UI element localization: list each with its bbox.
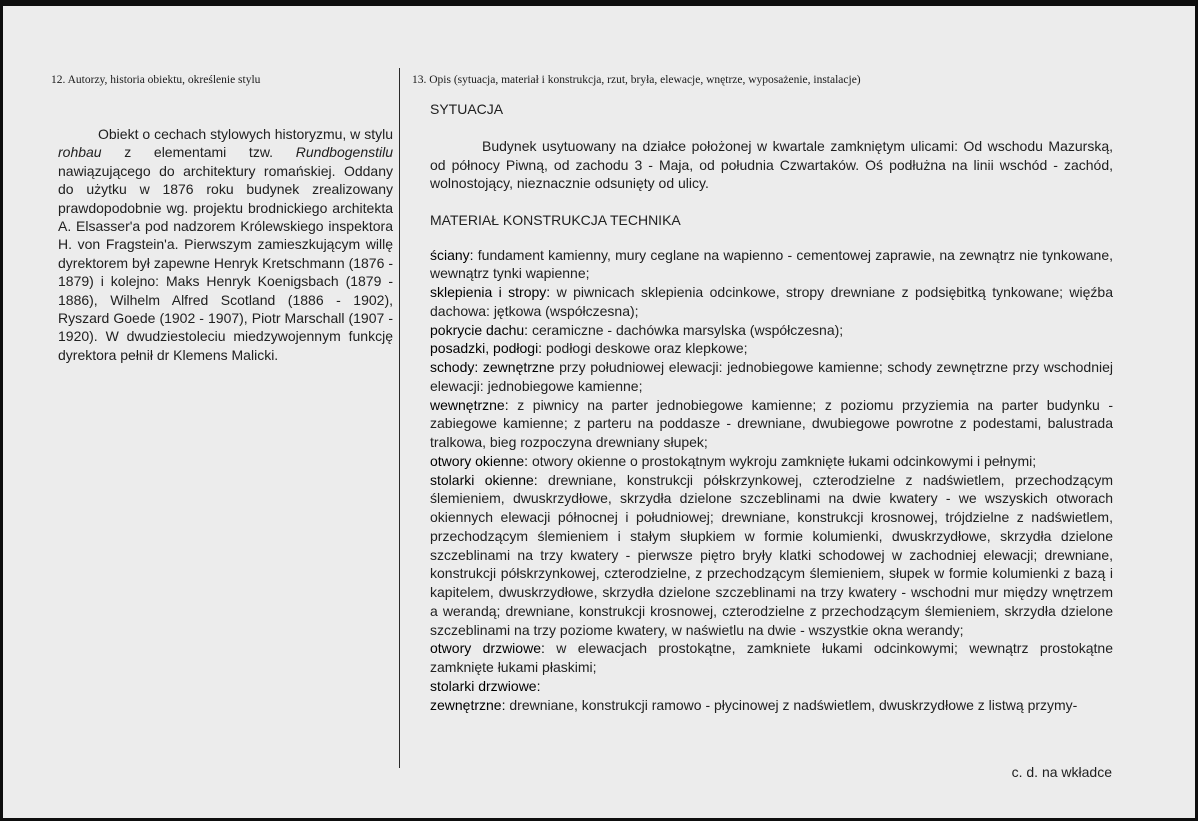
entry-term: otwory drzwiowe: bbox=[430, 640, 545, 657]
field-12-title: 12. Autorzy, historia obiektu, określenie stylu bbox=[51, 74, 261, 86]
section-heading-material: MATERIAŁ KONSTRUKCJA TECHNIKA bbox=[430, 211, 681, 228]
entry-text: w elewacjach prostokątne, zamkniete łukami odcinkowymi; wewnątrz prostokątne zamknięte łukami płaskimi; bbox=[430, 640, 1113, 675]
entry-text: w piwnicach sklepienia odcinkowe, stropy drewniane z podsiębitką tynkowane; więźba dachowa: jętkowa (współczesna); bbox=[430, 284, 1113, 319]
entry-text: z piwnicy na parter jednobiegowe kamienne; z poziomu przyziemia na parter budynku - zabiegowe kamienne; z parteru na poddasze - drewniane, dwubiegowe powrotne z podestami, balustrada tralkowa, bieg rozpoczyna drewniany słupek; bbox=[430, 396, 1113, 450]
section-heading-sytuacja: SYTUACJA bbox=[430, 101, 504, 117]
material-entry bbox=[430, 283, 1113, 321]
entry-term: zewnętrzne: bbox=[430, 696, 506, 713]
material-entry bbox=[430, 339, 1113, 358]
entry-text: otwory okienne o prostokątnym wykroju zamknięte łukami odcinkowymi i pełnymi; bbox=[528, 452, 1037, 469]
description-column bbox=[430, 100, 1113, 714]
history-text: Obiekt o cechach stylowych historyzmu, w stylu rohbau z elementami tzw. Rundbogenstilu nawiązującego do architektury romańskiej. Oddany do użytku w 1876 roku budynek zrealizowany prawdopodobnie wg. projektu brodnickiego architekta A. Elsasser'a pod nadzorem Królewskiego inspektora H. von Fragstein'a. Pierwszym zamieszkującym willę dyrektorem był zapewne Henryk Kretschmann (1876 - 1879) i kolejno: Maks Henryk Koenigsbach (1879 - 1886), Wilhelm Alfred Scotland (1886 - 1902), Ryszard Goede (1902 - 1907), Piotr Marschall (1907 - 1920). W dwudziestoleciu miedzywojennym funkcję dyrektora pełnił dr Klemens Malicki. bbox=[58, 126, 393, 363]
entry-text: drewniane, konstrukcji ramowo - płycinowej z nadświetlem, dwuskrzydłowe z listwą przymy- bbox=[505, 696, 1078, 713]
entry-text: podłogi deskowe oraz klepkowe; bbox=[542, 340, 748, 357]
entry-term: sklepienia i stropy: bbox=[430, 284, 551, 300]
entry-term: otwory okienne: bbox=[430, 452, 529, 469]
entry-term: posadzki, podłogi: bbox=[430, 340, 543, 357]
style-term-rohbau: rohbau bbox=[58, 144, 102, 161]
style-term-rundbogenstil: Rundbogenstilu bbox=[295, 144, 393, 161]
entry-text: fundament kamienny, mury ceglane na wapienno - cementowej zaprawie, na zewnątrz nie tynkowane, wewnątrz tynki wapienne; bbox=[430, 246, 1113, 282]
material-entry bbox=[430, 452, 1113, 471]
material-entry bbox=[430, 321, 1113, 340]
entry-term: schody: zewnętrzne bbox=[430, 359, 555, 375]
entry-term: ściany: bbox=[430, 246, 474, 263]
entry-term: stolarki okienne: bbox=[430, 471, 538, 488]
material-entry bbox=[430, 471, 1113, 640]
material-entry bbox=[430, 396, 1113, 452]
entry-text: drewniane, konstrukcji półskrzynkowej, czterodzielne z nadświetlem, przechodzącym ślemieniem, dwuskrzydłowe, skrzydła dzielone szczeblinami na dwie kwatery - we wszyskich otworach okiennych elewacji północnej i południowej; drewniane, konstrukcji krosnowej, trójdzielne z nadświetlem, przechodzącym ślemieniem i stałym słupkiem w formie kolumienki, dwuskrzydłowe, skrzydła dzielone szczeblinami na trzy kwatery - pierwsze piętro bryły klatki schodowej w zachodniej elewacji; drewniane, konstrukcji półskrzynkowej, czterodzielne, z przechodzącym ślemieniem, słupek w formie kolumienki z bazą i kapitelem, dwuskrzydłowe, skrzydła dzielone szczeblinami na trzy kwatery - wschodni mur między wnętrzem a werandą; drewniane, konstrukcji krosnowej, czterodzielne z przechodzącym ślemieniem, skrzydła dzielone szczeblinami na trzy poziome kwatery, w naświetlu na dwie - wszystkie okna werandy; bbox=[430, 471, 1113, 638]
entry-term: pokrycie dachu: bbox=[430, 321, 529, 338]
entry-text: przy południowej elewacji: jednobiegowe kamienne; schody zewnętrzne przy wschodniej elewacji: jednobiegowe kamienne; bbox=[430, 359, 1113, 394]
material-entry bbox=[430, 639, 1113, 677]
continuation-note: c. d. na wkładce bbox=[1011, 764, 1112, 780]
form-sheet bbox=[3, 6, 1195, 818]
material-entry bbox=[430, 677, 1113, 696]
column-divider bbox=[399, 68, 400, 768]
entry-term: stolarki drzwiowe: bbox=[430, 677, 541, 694]
material-entry bbox=[430, 246, 1113, 284]
entry-text: ceramiczne - dachówka marsylska (współczesna); bbox=[528, 321, 844, 338]
entry-term: wewnętrzne: bbox=[430, 396, 509, 413]
sytuacja-text: Budynek usytuowany na działce położonej w kwartale zamkniętym ulicami: Od wschodu Mazurską, od północy Piwną, od zachodu 3 - Maja, od południa Czwartaków. Oś podłużna na linii wschód - zachód, wolnostojący, nieznacznie odsunięty od ulicy. bbox=[430, 138, 1113, 191]
material-entry bbox=[430, 358, 1113, 396]
material-entries bbox=[430, 246, 1113, 715]
material-entry bbox=[430, 696, 1113, 715]
field-13-title: 13. Opis (sytuacja, materiał i konstrukcja, rzut, bryła, elewacje, wnętrze, wyposażenie, instalacje) bbox=[412, 74, 861, 86]
